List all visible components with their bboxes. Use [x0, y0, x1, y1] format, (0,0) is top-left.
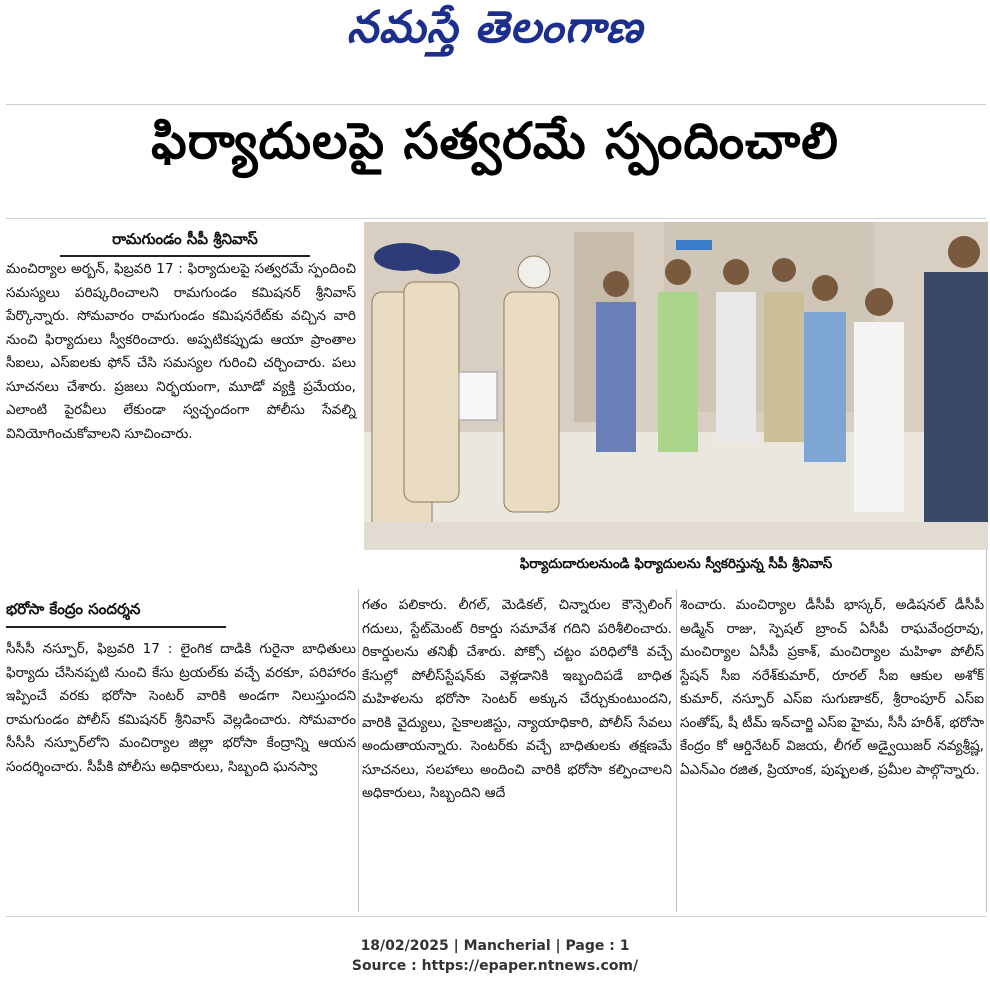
- article-column-2: [362, 594, 672, 806]
- news-photo-illustration: [364, 222, 988, 550]
- subheading: భరోసా కేంద్రం సందర్శన: [6, 600, 226, 628]
- masthead-title: నమస్తే తెలంగాణ: [346, 2, 644, 53]
- masthead: [0, 0, 990, 80]
- divider: [6, 916, 986, 917]
- article-column-2-text: గతం పలికారు. లీగల్, మెడికల్, చిన్నారుల కౌన్సెలింగ్ గదులు, స్టేట్‌మెంట్ రికార్డు సమావేశ గదిని పరిశీలించారు. రికార్డులను తనిఖీ చేశారు. పోక్సో చట్టం పరిధిలోకి వచ్చే కేసుల్లో పోలీస్‌స్టేషన్‌కు వెళ్లడానికి ఇబ్బందిపడే బాధిత మహిళలను భరోసా సెంటర్ అక్కున చేర్చుకుంటుందని, వారికి వైద్యులు, సైకాలజిస్టు, న్యాయాధికారి, పోలీస్ సేవలు అందుతాయన్నారు. సెంటర్‌కు వచ్చే బాధితులకు తక్షణమే సూచనలు, సలహాలు అందించి వారికి భరోసా కల్పించాలని అధికారులు, సిబ్బందిని ఆదే: [362, 597, 672, 801]
- divider: [6, 218, 986, 219]
- footer: [0, 938, 990, 974]
- article-intro: [6, 258, 356, 446]
- article-column-3: [680, 594, 984, 782]
- divider: [6, 104, 986, 105]
- footer-source: Source : https://epaper.ntnews.com/: [351, 958, 639, 974]
- article-intro-text: మంచిర్యాల అర్బన్, ఫిబ్రవరి 17 : ఫిర్యాదులపై సత్వరమే స్పందించి సమస్యలు పరిష్కరించాలని రామగుండం కమిషనర్ శ్రీనివాస్ పేర్కొన్నారు. సోమవారం రామగుండం కమిషనరేట్‌కు వచ్చిన వారి నుంచి ఫిర్యాదులు స్వీకరించారు. అప్పటికప్పుడు ఆయా ప్రాంతాల సీఐలు, ఎస్‌ఐలకు ఫోన్ చేసి సమస్యల గురించి చర్చించారు. పలు సూచనలు చేశారు. ప్రజలు నిర్భయంగా, మూడో వ్యక్తి ప్రమేయం, ఎలాంటి పైరవీలు లేకుండా స్వచ్ఛందంగా పోలీసు సేవల్ని వినియోగించుకోవాలని సూచించారు.: [6, 261, 356, 442]
- article-column-1: [6, 638, 356, 779]
- footer-edition-info: 18/02/2025 | Mancherial | Page : 1: [360, 938, 630, 954]
- byline: రామగుండం సీపీ శ్రీనివాస్: [60, 230, 310, 257]
- article-column-3-text: శించారు. మంచిర్యాల డీసీపీ భాస్కర్, అడిషనల్ డీసీపీ అడ్మిన్ రాజు, స్పెషల్ బ్రాంచ్ ఏసీపీ రాఘవేంద్రరావు, మంచిర్యాల ఏసీపీ ప్రకాశ్, మంచిర్యాల మహిళా పోలీస్ స్టేషన్ సీఐ నరేశ్‌కుమార్, రూరల్ సీఐ ఆకుల అశోక్ కుమార్, నస్పూర్ ఎస్ఐ సుగుణాకర్, శ్రీరాంపూర్ ఎస్ఐ సంతోష్, షీ టీమ్ ఇన్‌చార్జి ఎస్ఐ హైమ, సీసీ హరీశ్, భరోసా కేంద్రం కో ఆర్డినేటర్ విజయ, లీగల్ అడ్వైయిజర్ నవ్యశ్రీష్ణ, ఏఎన్ఎం రజిత, ప్రియాంక, పుష్పలత, ప్రమీల పాల్గొన్నారు.: [680, 597, 984, 778]
- article-column-1-text: సీసీసీ నస్పూర్, ఫిబ్రవరి 17 : లైంగిక దాడికి గురైనా బాధితులు ఫిర్యాదు చేసినప్పటి నుంచి కేసు ట్రయల్‌కు వచ్చే వరకూ, పరిహారం ఇప్పించే వరకు భరోసా సెంటర్ వారికి అండగా నిలుస్తుందని రామగుండం పోలీస్ కమిషనర్ శ్రీనివాస్ వెల్లడించారు. సోమవారం సీసీసీ నస్పూర్‌లోని మంచిర్యాల జిల్లా భరోసా కేంద్రాన్ని ఆయన సందర్శించారు. సీపీకి పోలీసు అధికారులు, సిబ్బంది ఘనస్వా: [6, 641, 356, 775]
- photo-caption: ఫిర్యాదుదారులనుండి ఫిర్యాదులను స్వీకరిస్తున్న సీపీ శ్రీనివాస్: [519, 556, 833, 572]
- column-divider: [676, 590, 677, 912]
- news-photo: [364, 222, 988, 550]
- column-divider: [358, 590, 359, 912]
- headline: ఫిర్యాదులపై సత్వరమే స్పందించాలి: [151, 112, 839, 170]
